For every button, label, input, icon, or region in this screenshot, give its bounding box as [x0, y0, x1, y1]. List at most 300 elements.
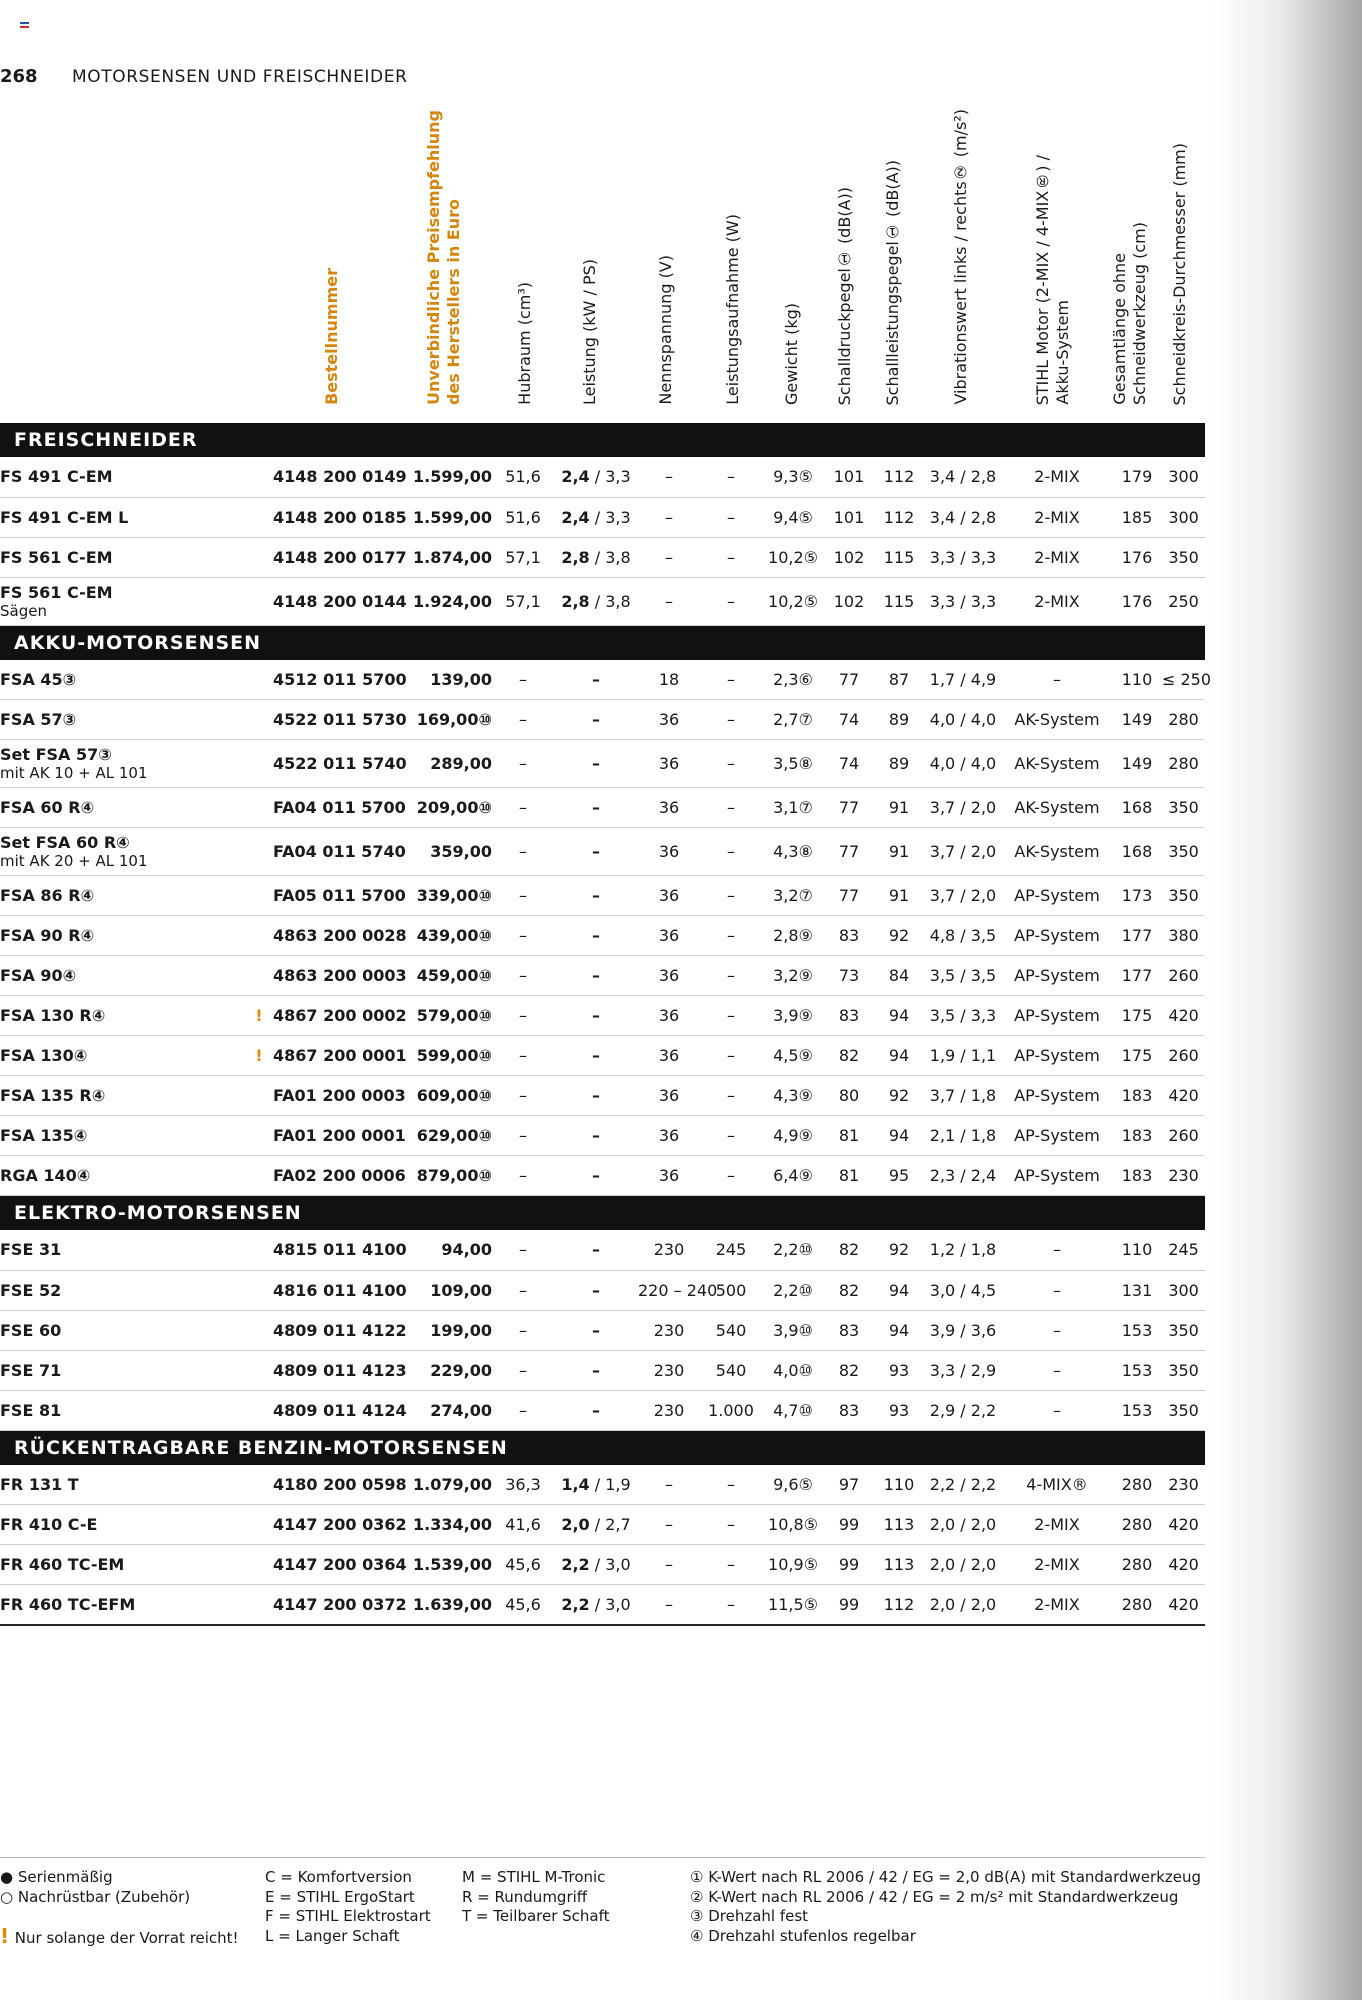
schneidkreis-durchmesser: 260 [1162, 956, 1205, 996]
header-durchmesser: Schneidkreis-Durchmesser (mm) [1170, 142, 1189, 405]
legend-item: F = STIHL Elektrostart [265, 1907, 431, 1925]
gesamtlaenge: 175 [1112, 996, 1162, 1036]
vibrationswert: 3,7 / 2,0 [924, 788, 1002, 828]
order-number: 4180 200 0598 [273, 1465, 405, 1505]
hubraum: 36,3 [492, 1465, 554, 1505]
leistung: – [554, 1116, 638, 1156]
schallleistungspegel: 93 [874, 1350, 924, 1390]
schallleistungspegel: 112 [874, 497, 924, 537]
vibrationswert: 3,0 / 4,5 [924, 1270, 1002, 1310]
nennspannung: 36 [638, 788, 700, 828]
schalldruckpegel: 73 [824, 956, 874, 996]
model-name: FSA 130 R④ [0, 996, 245, 1036]
stock-warning-icon [245, 956, 273, 996]
stock-warning-icon [245, 660, 273, 700]
hubraum: – [492, 1310, 554, 1350]
header-hubraum: Hubraum (cm³) [515, 282, 534, 405]
nennspannung: 36 [638, 1036, 700, 1076]
schneidkreis-durchmesser: 260 [1162, 1116, 1205, 1156]
order-number: 4863 200 0003 [273, 956, 405, 996]
leistung: 1,4 / 1,9 [554, 1465, 638, 1505]
order-number: 4867 200 0002 [273, 996, 405, 1036]
legend-item: ① K-Wert nach RL 2006 / 42 / EG = 2,0 dB(A) mit Standardwerkzeug [690, 1868, 1202, 1886]
hubraum: – [492, 1390, 554, 1430]
table-row [0, 1465, 1205, 1505]
vibrationswert: 2,0 / 2,0 [924, 1545, 1002, 1585]
schneidkreis-durchmesser: ≤ 250 [1162, 660, 1205, 700]
motor-system: – [1002, 1390, 1112, 1430]
schneidkreis-durchmesser: 245 [1162, 1230, 1205, 1270]
schalldruckpegel: 77 [824, 788, 874, 828]
header-order: Bestellnummer [322, 268, 341, 405]
leistung: 2,4 / 3,3 [554, 497, 638, 537]
gewicht: 3,1⑦ [762, 788, 824, 828]
leistungsaufnahme: – [700, 577, 762, 625]
legend-item: ③ Drehzahl fest [690, 1907, 809, 1925]
legend-abbreviations-2 [462, 1868, 610, 1927]
leistung: – [554, 828, 638, 876]
leistung: 2,4 / 3,3 [554, 457, 638, 497]
schneidkreis-durchmesser: 280 [1162, 700, 1205, 740]
product-table [0, 423, 1212, 1626]
schalldruckpegel: 83 [824, 996, 874, 1036]
leistungsaufnahme: – [700, 740, 762, 788]
nennspannung: – [638, 457, 700, 497]
motor-system: 2-MIX [1002, 1505, 1112, 1545]
gewicht: 4,7⑩ [762, 1390, 824, 1430]
hubraum: – [492, 1116, 554, 1156]
schneidkreis-durchmesser: 420 [1162, 1585, 1205, 1625]
schalldruckpegel: 83 [824, 916, 874, 956]
order-number: 4815 011 4100 [273, 1230, 405, 1270]
order-number: FA04 011 5700 [273, 788, 405, 828]
hubraum: – [492, 700, 554, 740]
leistungsaufnahme: – [700, 537, 762, 577]
schallleistungspegel: 113 [874, 1545, 924, 1585]
schneidkreis-durchmesser: 350 [1162, 537, 1205, 577]
gesamtlaenge: 175 [1112, 1036, 1162, 1076]
motor-system: AK-System [1002, 788, 1112, 828]
page-edge-shadow [1212, 0, 1362, 2000]
model-name: FSE 52 [0, 1270, 245, 1310]
schallleistungspegel: 115 [874, 537, 924, 577]
hubraum: 41,6 [492, 1505, 554, 1545]
schalldruckpegel: 74 [824, 700, 874, 740]
schalldruckpegel: 82 [824, 1350, 874, 1390]
schalldruckpegel: 83 [824, 1390, 874, 1430]
table-row [0, 876, 1205, 916]
gewicht: 3,2⑦ [762, 876, 824, 916]
nennspannung: 18 [638, 660, 700, 700]
stock-warning-icon [245, 1156, 273, 1196]
model-name: FR 131 T [0, 1465, 245, 1505]
price: 1.924,00 [405, 577, 492, 625]
schneidkreis-durchmesser: 350 [1162, 1350, 1205, 1390]
motor-system: – [1002, 1310, 1112, 1350]
gewicht: 2,3⑥ [762, 660, 824, 700]
vibrationswert: 1,9 / 1,1 [924, 1036, 1002, 1076]
stock-warning-icon [245, 1505, 273, 1545]
gewicht: 4,5⑨ [762, 1036, 824, 1076]
hubraum: 51,6 [492, 497, 554, 537]
leistungsaufnahme: – [700, 956, 762, 996]
price: 1.334,00 [405, 1505, 492, 1545]
hubraum: 45,6 [492, 1585, 554, 1625]
schallleistungspegel: 92 [874, 1230, 924, 1270]
footer-divider [0, 1857, 1205, 1858]
schneidkreis-durchmesser: 420 [1162, 1076, 1205, 1116]
order-number: FA02 200 0006 [273, 1156, 405, 1196]
schalldruckpegel: 82 [824, 1230, 874, 1270]
leistung: 2,0 / 2,7 [554, 1505, 638, 1545]
order-number: FA01 200 0001 [273, 1116, 405, 1156]
table-row [0, 956, 1205, 996]
model-name: FSA 60 R④ [0, 788, 245, 828]
header-schalldruck: Schalldruckpegel① (dB(A)) [835, 186, 854, 405]
table-row [0, 828, 1205, 876]
table-row [0, 1076, 1205, 1116]
motor-system: – [1002, 1350, 1112, 1390]
nennspannung: 230 [638, 1310, 700, 1350]
price: 439,00⑩ [405, 916, 492, 956]
model-name: RGA 140④ [0, 1156, 245, 1196]
stock-warning-icon: ! [245, 996, 273, 1036]
model-name: FSA 135④ [0, 1116, 245, 1156]
legend-footnotes [690, 1868, 1201, 1946]
price: 199,00 [405, 1310, 492, 1350]
stock-warning-icon: ! [245, 1036, 273, 1076]
gesamtlaenge: 183 [1112, 1156, 1162, 1196]
price: 609,00⑩ [405, 1076, 492, 1116]
gesamtlaenge: 179 [1112, 457, 1162, 497]
stock-warning-icon [245, 1585, 273, 1625]
vibrationswert: 4,0 / 4,0 [924, 700, 1002, 740]
hubraum: – [492, 1350, 554, 1390]
gesamtlaenge: 280 [1112, 1465, 1162, 1505]
stock-warning-icon [245, 876, 273, 916]
order-number: 4148 200 0149 [273, 457, 405, 497]
order-number: 4809 011 4124 [273, 1390, 405, 1430]
schneidkreis-durchmesser: 350 [1162, 1390, 1205, 1430]
section-title: FREISCHNEIDER [0, 423, 1205, 457]
motor-system: 4-MIX® [1002, 1465, 1112, 1505]
order-number: 4809 011 4122 [273, 1310, 405, 1350]
nennspannung: 230 [638, 1390, 700, 1430]
gewicht: 4,9⑨ [762, 1116, 824, 1156]
schneidkreis-durchmesser: 350 [1162, 1310, 1205, 1350]
leistungsaufnahme: – [700, 876, 762, 916]
price: 274,00 [405, 1390, 492, 1430]
price: 1.539,00 [405, 1545, 492, 1585]
hubraum: – [492, 916, 554, 956]
nennspannung: 36 [638, 876, 700, 916]
stock-warning-icon [245, 828, 273, 876]
schalldruckpegel: 102 [824, 537, 874, 577]
gesamtlaenge: 131 [1112, 1270, 1162, 1310]
motor-system: – [1002, 660, 1112, 700]
order-number: 4148 200 0185 [273, 497, 405, 537]
motor-system: AK-System [1002, 828, 1112, 876]
leistungsaufnahme: – [700, 1545, 762, 1585]
nennspannung: – [638, 537, 700, 577]
gesamtlaenge: 280 [1112, 1505, 1162, 1545]
gesamtlaenge: 176 [1112, 537, 1162, 577]
schalldruckpegel: 77 [824, 660, 874, 700]
leistung: – [554, 1076, 638, 1116]
gewicht: 3,2⑨ [762, 956, 824, 996]
hubraum: – [492, 1076, 554, 1116]
motor-system: AP-System [1002, 956, 1112, 996]
price: 109,00 [405, 1270, 492, 1310]
schneidkreis-durchmesser: 230 [1162, 1465, 1205, 1505]
nennspannung: – [638, 1505, 700, 1545]
motor-system: AP-System [1002, 1076, 1112, 1116]
motor-system: 2-MIX [1002, 537, 1112, 577]
gewicht: 10,8⑤ [762, 1505, 824, 1545]
model-name: FR 460 TC-EFM [0, 1585, 245, 1625]
order-number: 4147 200 0364 [273, 1545, 405, 1585]
vibrationswert: 3,5 / 3,3 [924, 996, 1002, 1036]
leistung: – [554, 1036, 638, 1076]
legend-item: E = STIHL ErgoStart [265, 1887, 415, 1906]
gesamtlaenge: 149 [1112, 700, 1162, 740]
header-nennspannung: Nennspannung (V) [656, 255, 675, 405]
leistungsaufnahme: – [700, 1036, 762, 1076]
model-name: FS 491 C-EM L [0, 497, 245, 537]
motor-system: AK-System [1002, 740, 1112, 788]
schalldruckpegel: 83 [824, 1310, 874, 1350]
vibrationswert: 3,7 / 2,0 [924, 876, 1002, 916]
schneidkreis-durchmesser: 280 [1162, 740, 1205, 788]
gewicht: 11,5⑤ [762, 1585, 824, 1625]
gewicht: 6,4⑨ [762, 1156, 824, 1196]
table-row [0, 1585, 1205, 1625]
vibrationswert: 3,4 / 2,8 [924, 457, 1002, 497]
price: 1.874,00 [405, 537, 492, 577]
schalldruckpegel: 81 [824, 1156, 874, 1196]
price: 579,00⑩ [405, 996, 492, 1036]
leistung: 2,8 / 3,8 [554, 577, 638, 625]
gewicht: 9,3⑤ [762, 457, 824, 497]
stock-warning-icon [245, 537, 273, 577]
price: 209,00⑩ [405, 788, 492, 828]
nennspannung: 36 [638, 700, 700, 740]
schalldruckpegel: 102 [824, 577, 874, 625]
price: 94,00 [405, 1230, 492, 1270]
gewicht: 10,2⑤ [762, 577, 824, 625]
section-header [0, 1196, 1205, 1231]
leistung: 2,2 / 3,0 [554, 1545, 638, 1585]
hubraum: 51,6 [492, 457, 554, 497]
gewicht: 10,9⑤ [762, 1545, 824, 1585]
hubraum: – [492, 828, 554, 876]
leistungsaufnahme: – [700, 497, 762, 537]
vibrationswert: 3,5 / 3,5 [924, 956, 1002, 996]
order-number: 4867 200 0001 [273, 1036, 405, 1076]
table-row [0, 1156, 1205, 1196]
header-leistung: Leistung (kW / PS) [580, 259, 599, 405]
table-row [0, 1310, 1205, 1350]
table-row [0, 1116, 1205, 1156]
legend-item: R = Rundumgriff [462, 1887, 588, 1906]
legend-item: C = Komfortversion [265, 1868, 412, 1886]
nennspannung: – [638, 1545, 700, 1585]
model-name: FSA 135 R④ [0, 1076, 245, 1116]
schallleistungspegel: 87 [874, 660, 924, 700]
leistung: – [554, 1350, 638, 1390]
hubraum: – [492, 788, 554, 828]
table-row [0, 788, 1205, 828]
table-row [0, 1545, 1205, 1585]
order-number: FA04 011 5740 [273, 828, 405, 876]
price: 879,00⑩ [405, 1156, 492, 1196]
price: 289,00 [405, 740, 492, 788]
stock-warning-icon [245, 1310, 273, 1350]
schallleistungspegel: 91 [874, 788, 924, 828]
table-row [0, 577, 1205, 625]
gesamtlaenge: 177 [1112, 916, 1162, 956]
schalldruckpegel: 80 [824, 1076, 874, 1116]
legend-abbreviations-1 [265, 1868, 431, 1946]
leistung: – [554, 1156, 638, 1196]
vibrationswert: 2,0 / 2,0 [924, 1585, 1002, 1625]
table-row [0, 916, 1205, 956]
leistungsaufnahme: 540 [700, 1310, 762, 1350]
order-number: 4148 200 0144 [273, 577, 405, 625]
leistungsaufnahme: – [700, 1156, 762, 1196]
schalldruckpegel: 74 [824, 740, 874, 788]
order-number: 4148 200 0177 [273, 537, 405, 577]
order-number: 4863 200 0028 [273, 916, 405, 956]
model-name: FSA 57③ [0, 700, 245, 740]
schneidkreis-durchmesser: 300 [1162, 457, 1205, 497]
gewicht: 9,4⑤ [762, 497, 824, 537]
gesamtlaenge: 110 [1112, 660, 1162, 700]
gewicht: 2,2⑩ [762, 1230, 824, 1270]
schalldruckpegel: 77 [824, 828, 874, 876]
section-title: AKKU-MOTORSENSEN [0, 625, 1205, 660]
schalldruckpegel: 99 [824, 1545, 874, 1585]
vibrationswert: 3,7 / 1,8 [924, 1076, 1002, 1116]
schalldruckpegel: 101 [824, 457, 874, 497]
model-name: FSA 45③ [0, 660, 245, 700]
stock-warning-icon [245, 740, 273, 788]
vibrationswert: 1,2 / 1,8 [924, 1230, 1002, 1270]
header-price: Unverbindliche Preisempfehlung des Herstellers in Euro [424, 110, 463, 405]
stock-warning-icon [245, 577, 273, 625]
vibrationswert: 2,0 / 2,0 [924, 1505, 1002, 1545]
vibrationswert: 2,2 / 2,2 [924, 1465, 1002, 1505]
model-name: FSE 81 [0, 1390, 245, 1430]
leistung: – [554, 956, 638, 996]
leistung: – [554, 788, 638, 828]
vibrationswert: 4,0 / 4,0 [924, 740, 1002, 788]
motor-system: AP-System [1002, 876, 1112, 916]
leistungsaufnahme: – [700, 1076, 762, 1116]
price: 229,00 [405, 1350, 492, 1390]
leistung: 2,2 / 3,0 [554, 1585, 638, 1625]
model-name: FS 561 C-EM [0, 537, 245, 577]
hubraum: 45,6 [492, 1545, 554, 1585]
legend-item: L = Langer Schaft [265, 1926, 400, 1945]
leistungsaufnahme: – [700, 916, 762, 956]
order-number: 4522 011 5730 [273, 700, 405, 740]
stock-warning-icon [245, 497, 273, 537]
nennspannung: 36 [638, 996, 700, 1036]
order-number: 4147 200 0362 [273, 1505, 405, 1545]
gewicht: 3,9⑩ [762, 1310, 824, 1350]
schallleistungspegel: 95 [874, 1156, 924, 1196]
leistungsaufnahme: – [700, 700, 762, 740]
stock-warning-icon [245, 700, 273, 740]
model-name: FS 491 C-EM [0, 457, 245, 497]
schallleistungspegel: 92 [874, 916, 924, 956]
leistungsaufnahme: – [700, 828, 762, 876]
table-row [0, 1270, 1205, 1310]
motor-system: – [1002, 1270, 1112, 1310]
nennspannung: 36 [638, 1076, 700, 1116]
gesamtlaenge: 168 [1112, 788, 1162, 828]
hubraum: – [492, 876, 554, 916]
nennspannung: 230 [638, 1350, 700, 1390]
motor-system: AP-System [1002, 1156, 1112, 1196]
leistungsaufnahme: 1.000 [700, 1390, 762, 1430]
leistungsaufnahme: – [700, 1585, 762, 1625]
legend-item: ● Serienmäßig [0, 1868, 113, 1886]
section-title: RÜCKENTRAGBARE BENZIN-MOTORSENSEN [0, 1430, 1205, 1465]
schneidkreis-durchmesser: 250 [1162, 577, 1205, 625]
hubraum: – [492, 956, 554, 996]
gewicht: 2,2⑩ [762, 1270, 824, 1310]
price: 599,00⑩ [405, 1036, 492, 1076]
schallleistungspegel: 113 [874, 1505, 924, 1545]
gesamtlaenge: 153 [1112, 1310, 1162, 1350]
schalldruckpegel: 101 [824, 497, 874, 537]
hubraum: – [492, 660, 554, 700]
leistung: – [554, 1230, 638, 1270]
gewicht: 3,5⑧ [762, 740, 824, 788]
stock-warning-icon [245, 788, 273, 828]
nennspannung: – [638, 497, 700, 537]
schneidkreis-durchmesser: 350 [1162, 876, 1205, 916]
price: 139,00 [405, 660, 492, 700]
gewicht: 2,7⑦ [762, 700, 824, 740]
schneidkreis-durchmesser: 300 [1162, 497, 1205, 537]
hubraum: – [492, 1036, 554, 1076]
leistung: – [554, 1270, 638, 1310]
leistung: – [554, 876, 638, 916]
motor-system: AP-System [1002, 996, 1112, 1036]
schneidkreis-durchmesser: 230 [1162, 1156, 1205, 1196]
vibrationswert: 2,1 / 1,8 [924, 1116, 1002, 1156]
legend-item: ② K-Wert nach RL 2006 / 42 / EG = 2 m/s² mit Standardwerkzeug [690, 1887, 1179, 1906]
leistung: – [554, 660, 638, 700]
stock-warning-icon [245, 1390, 273, 1430]
price: 169,00⑩ [405, 700, 492, 740]
stock-warning-icon [245, 1230, 273, 1270]
gewicht: 3,9⑨ [762, 996, 824, 1036]
schallleistungspegel: 110 [874, 1465, 924, 1505]
schneidkreis-durchmesser: 260 [1162, 1036, 1205, 1076]
table-row [0, 1036, 1205, 1076]
page-number: 268 [0, 66, 38, 87]
table-row [0, 1350, 1205, 1390]
table-row [0, 740, 1205, 788]
legend-item: ○ Nachrüstbar (Zubehör) [0, 1887, 191, 1906]
model-name: FSA 86 R④ [0, 876, 245, 916]
leistungsaufnahme: 540 [700, 1350, 762, 1390]
motor-system: 2-MIX [1002, 577, 1112, 625]
